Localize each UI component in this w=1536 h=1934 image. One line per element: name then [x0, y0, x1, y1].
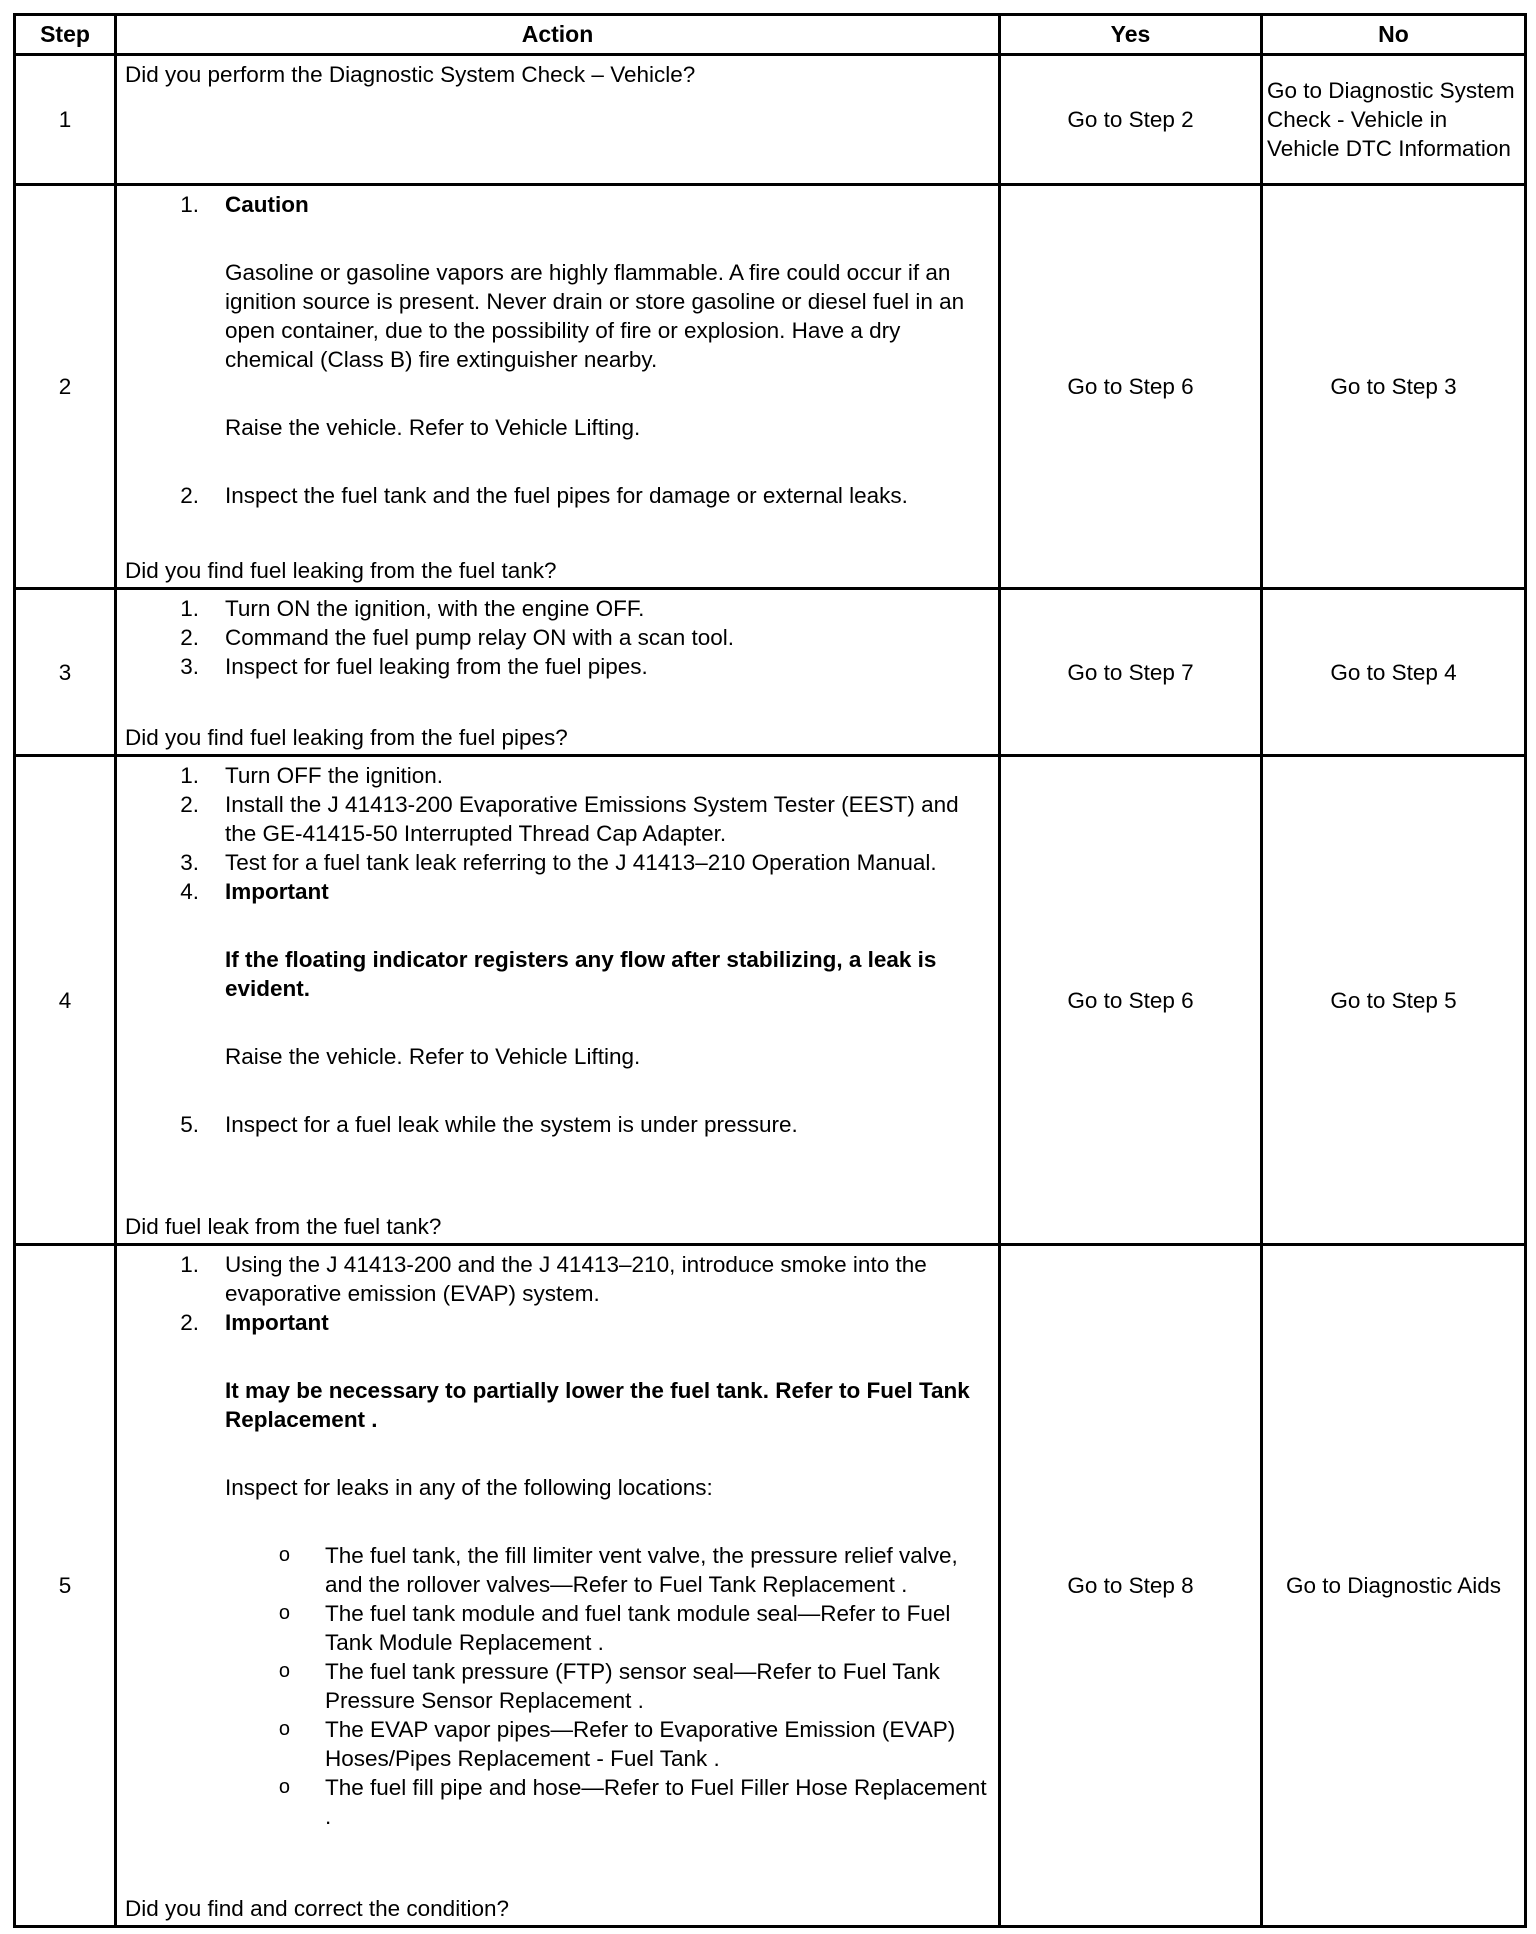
bullet-text: The EVAP vapor pipes—Refer to Evaporative Emission (EVAP) Hoses/Pipes Replacement - Fuel Tank . [325, 1717, 956, 1771]
item-number: 2. [180, 1310, 199, 1335]
item-number: 1. [180, 596, 199, 621]
header-row [15, 15, 1526, 55]
item-text: Command the fuel pump relay ON with a scan tool. [225, 625, 734, 650]
step-question: Did you find fuel leaking from the fuel tank? [125, 558, 557, 583]
header-yes: Yes [1000, 15, 1262, 55]
step-question: Did fuel leak from the fuel tank? [125, 1214, 442, 1239]
item-text: Raise the vehicle. Refer to Vehicle Lifting. [225, 1044, 641, 1069]
bullet-text: The fuel tank module and fuel tank module seal—Refer to Fuel Tank Module Replacement . [325, 1601, 951, 1655]
step-number: 5 [15, 1245, 116, 1927]
item-number: 2. [180, 792, 199, 817]
item-number: 1. [180, 1252, 199, 1277]
bullet-marker: o [278, 1718, 290, 1740]
step-question: Did you find and correct the condition? [125, 1896, 509, 1921]
bullet-marker: o [278, 1660, 290, 1682]
action-cell [116, 185, 1000, 589]
action-cell [116, 756, 1000, 1245]
step-number: 2 [15, 185, 116, 589]
bullet-item [125, 1599, 990, 1657]
item-text: Test for a fuel tank leak referring to the J 41413–210 Operation Manual. [225, 850, 937, 875]
caution-text: Gasoline or gasoline vapors are highly flammable. A fire could occur if an ignition source is present. Never drain or store gasoline or diesel fuel in an open container, due to the possibility of fire or explosion. Have a dry chemical (Class B) fire extinguisher nearby. [225, 260, 965, 372]
yes-link[interactable]: Go to Step 8 [1000, 1245, 1262, 1927]
no-link[interactable]: Go to Diagnostic System Check - Vehicle in Vehicle DTC Information [1262, 55, 1526, 185]
bullet-item [125, 1657, 990, 1715]
yes-link[interactable]: Go to Step 2 [1000, 55, 1262, 185]
no-link[interactable]: Go to Step 5 [1262, 756, 1526, 1245]
list-item [125, 623, 990, 652]
header-action: Action [116, 15, 1000, 55]
list-item [125, 1110, 990, 1139]
item-number: 2. [180, 625, 199, 650]
bullet-marker: o [278, 1544, 290, 1566]
important-text: If the floating indicator registers any flow after stabilizing, a leak is evident. [225, 947, 937, 1001]
bullet-text: The fuel tank, the fill limiter vent valve, the pressure relief valve, and the rollover valves—Refer to Fuel Tank Replacement . [325, 1543, 958, 1597]
item-text: Raise the vehicle. Refer to Vehicle Lifting. [225, 415, 641, 440]
no-link[interactable]: Go to Step 3 [1262, 185, 1526, 589]
item-text: Install the J 41413-200 Evaporative Emissions System Tester (EEST) and the GE-41415-50 Interrupted Thread Cap Adapter. [225, 792, 959, 846]
important-title: Important [225, 879, 329, 904]
list-item [125, 1250, 990, 1308]
list-item [125, 877, 990, 906]
step-number: 1 [15, 55, 116, 185]
no-link[interactable]: Go to Diagnostic Aids [1262, 1245, 1526, 1927]
action-cell [116, 1245, 1000, 1927]
list-item [125, 790, 990, 848]
item-number: 4. [180, 879, 199, 904]
item-text: Inspect for fuel leaking from the fuel pipes. [225, 654, 648, 679]
bullet-item [125, 1773, 990, 1831]
item-text: Inspect for leaks in any of the following locations: [225, 1475, 713, 1500]
table-row-step-1 [15, 55, 1526, 185]
action-cell [116, 589, 1000, 756]
item-number: 1. [180, 763, 199, 788]
diagnostic-table [13, 13, 1527, 1928]
header-step: Step [15, 15, 116, 55]
bullet-text: The fuel fill pipe and hose—Refer to Fuel Filler Hose Replacement . [325, 1775, 987, 1829]
list-item [125, 848, 990, 877]
list-item [125, 481, 990, 510]
table-row-step-3 [15, 589, 1526, 756]
bullet-marker: o [278, 1776, 290, 1798]
table-row-step-5 [15, 1245, 1526, 1927]
item-text: Inspect for a fuel leak while the system is under pressure. [225, 1112, 798, 1137]
item-number: 2. [180, 483, 199, 508]
bullet-item [125, 1715, 990, 1773]
step-number: 4 [15, 756, 116, 1245]
list-item [125, 594, 990, 623]
item-number: 3. [180, 654, 199, 679]
step-question: Did you find fuel leaking from the fuel pipes? [125, 725, 568, 750]
step-number: 3 [15, 589, 116, 756]
item-text: Inspect the fuel tank and the fuel pipes for damage or external leaks. [225, 483, 908, 508]
yes-link[interactable]: Go to Step 7 [1000, 589, 1262, 756]
item-number: 3. [180, 850, 199, 875]
yes-link[interactable]: Go to Step 6 [1000, 185, 1262, 589]
caution-title: Caution [225, 192, 309, 217]
no-link[interactable]: Go to Step 4 [1262, 589, 1526, 756]
table-row-step-2 [15, 185, 1526, 589]
bullet-marker: o [278, 1602, 290, 1624]
list-item [125, 190, 990, 219]
step-question: Did you perform the Diagnostic System Check – Vehicle? [125, 62, 696, 87]
list-item [125, 1308, 990, 1337]
action-cell [116, 55, 1000, 185]
item-text: Using the J 41413-200 and the J 41413–210, introduce smoke into the evaporative emission (EVAP) system. [225, 1252, 927, 1306]
item-text: Turn ON the ignition, with the engine OFF. [225, 596, 645, 621]
bullet-item [125, 1541, 990, 1599]
list-item [125, 652, 990, 681]
item-text: Turn OFF the ignition. [225, 763, 444, 788]
table-row-step-4 [15, 756, 1526, 1245]
important-text: It may be necessary to partially lower the fuel tank. Refer to Fuel Tank Replacement . [225, 1378, 970, 1432]
bullet-text: The fuel tank pressure (FTP) sensor seal—Refer to Fuel Tank Pressure Sensor Replacement . [325, 1659, 940, 1713]
header-no: No [1262, 15, 1526, 55]
item-number: 1. [180, 192, 199, 217]
yes-link[interactable]: Go to Step 6 [1000, 756, 1262, 1245]
list-item [125, 761, 990, 790]
important-title: Important [225, 1310, 329, 1335]
item-number: 5. [180, 1112, 199, 1137]
